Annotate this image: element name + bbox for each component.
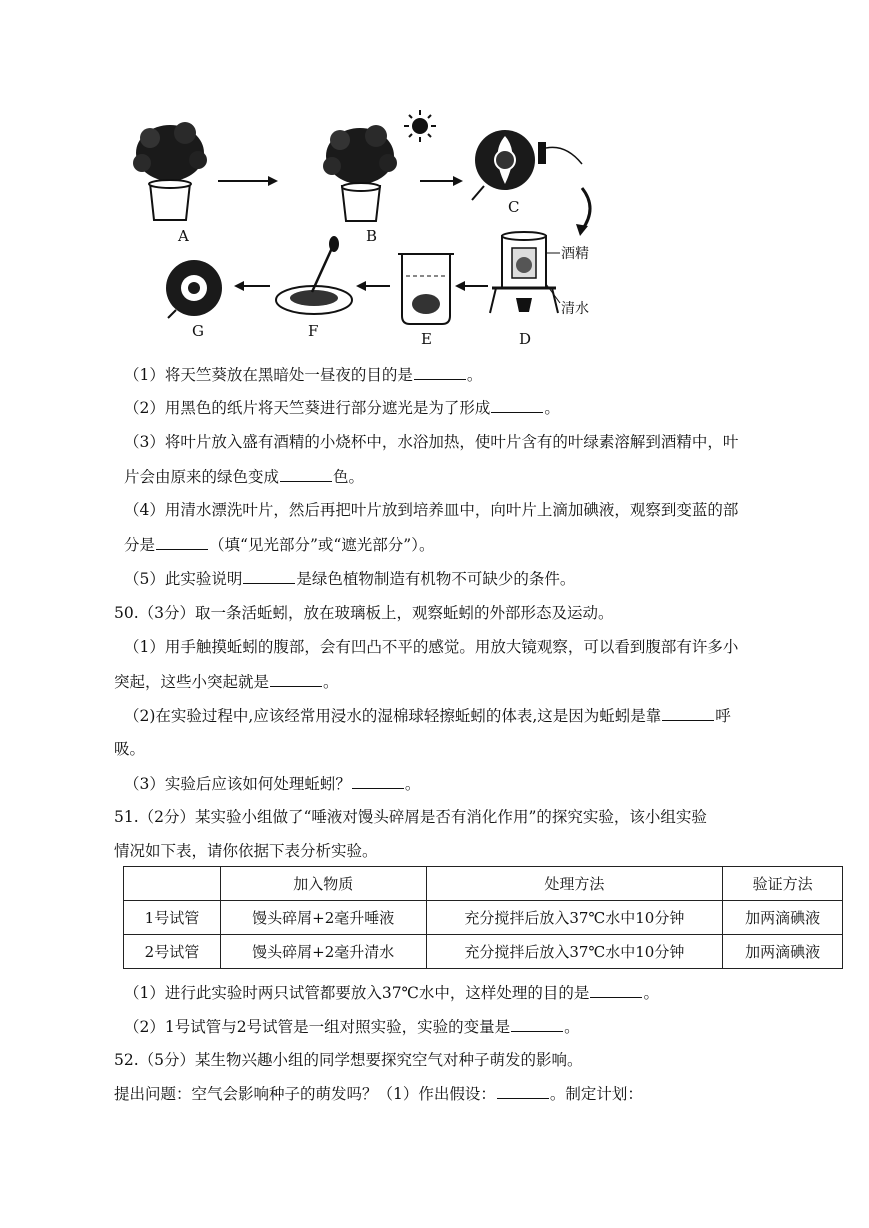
q49-part5-end: 是绿色植物制造有机物不可缺少的条件。 <box>296 570 576 588</box>
label-d: D <box>519 330 532 348</box>
q52-heading: 52.（5分）某生物兴趣小组的同学想要探究空气对种子萌发的影响。 <box>114 1051 583 1069</box>
answer-blank[interactable] <box>662 705 714 721</box>
answer-blank[interactable] <box>352 773 404 789</box>
table-row <box>124 901 843 935</box>
table-row <box>124 935 843 969</box>
table-cell: 加两滴碘液 <box>723 935 843 969</box>
q51-part1-text: （1）进行此实验时两只试管都要放入37℃水中，这样处理的目的是 <box>124 984 590 1002</box>
table-cell: 馒头碎屑+2毫升清水 <box>220 935 426 969</box>
arrow-e-f <box>356 281 390 291</box>
q49-part1-end: 。 <box>466 366 483 384</box>
potted-plant-a <box>133 122 207 220</box>
answer-blank[interactable] <box>156 534 208 550</box>
q49-part2-end: 。 <box>544 399 560 417</box>
q49-part2 <box>124 397 754 418</box>
table-header-row <box>124 867 843 901</box>
table-cell: 1号试管 <box>124 901 221 935</box>
q51-heading-line2: 情况如下表，请你依据下表分析实验。 <box>114 842 378 860</box>
table-cell: 充分搅拌后放入37℃水中10分钟 <box>426 935 723 969</box>
q50-part1-line1: （1）用手触摸蚯蚓的腹部，会有凹凸不平的感觉。用放大镜观察，可以看到腹部有许多小 <box>124 638 739 656</box>
q49-part3-line1: （3）将叶片放入盛有酒精的小烧杯中，水浴加热，使叶片含有的叶绿素溶解到酒精中，叶 <box>124 433 739 451</box>
q51-part2 <box>124 1016 754 1037</box>
q49-part3-end: 色。 <box>333 468 365 486</box>
q50-part1-line2 <box>114 671 744 692</box>
q49-part1 <box>124 364 754 385</box>
q52-part1-end: 。制定计划： <box>549 1085 643 1103</box>
q50-part2-end: 呼 <box>715 707 731 725</box>
table-cell: 充分搅拌后放入37℃水中10分钟 <box>426 901 723 935</box>
q49-part4-line1: （4）用清水漂洗叶片，然后再把叶片放到培养皿中，向叶片上滴加碘液，观察到变蓝的部 <box>124 501 739 519</box>
answer-blank[interactable] <box>280 466 332 482</box>
petri-dish-f <box>276 236 352 314</box>
answer-blank[interactable] <box>497 1083 549 1099</box>
q49-part4-line2 <box>124 534 754 555</box>
arrow-f-g <box>234 281 270 291</box>
q49-part2-text: （2）用黑色的纸片将天竺葵进行部分遮光是为了形成 <box>124 399 491 417</box>
label-c: C <box>508 198 520 216</box>
table-cell: 加两滴碘液 <box>723 901 843 935</box>
q50-heading: 50.（3分）取一条活蚯蚓，放在玻璃板上，观察蚯蚓的外部形态及运动。 <box>114 604 614 622</box>
starch-experiment-diagram <box>120 108 620 353</box>
experiment-table <box>123 866 843 969</box>
q50-part3-text: （3）实验后应该如何处理蚯蚓？ <box>124 775 351 793</box>
label-b: B <box>366 227 378 245</box>
q50-part2-text: （2)在实验过程中,应该经常用浸水的湿棉球轻擦蚯蚓的体表,这是因为蚯蚓是靠 <box>124 707 662 725</box>
q49-part1-text: （1）将天竺葵放在黑暗处一昼夜的目的是 <box>124 366 413 384</box>
answer-blank[interactable] <box>270 671 322 687</box>
q51-part1 <box>124 982 754 1003</box>
label-a: A <box>178 227 189 245</box>
q51-part2-text: （2）1号试管与2号试管是一组对照实验，实验的变量是 <box>124 1018 511 1036</box>
q50-part1-text: 突起，这些小突起就是 <box>114 673 270 691</box>
answer-blank[interactable] <box>590 982 642 998</box>
q52-part1 <box>114 1083 744 1104</box>
q50-part1-end: 。 <box>323 673 339 691</box>
label-alcohol: 酒精 <box>561 246 589 262</box>
label-e: E <box>421 330 432 348</box>
q50-part2-line2: 吸。 <box>114 740 146 758</box>
table-header-cell: 加入物质 <box>220 867 426 901</box>
q49-part3-text: 片会由原来的绿色变成 <box>124 468 280 486</box>
label-f: F <box>308 322 319 340</box>
sun-icon <box>404 110 436 142</box>
q49-part5-text: （5）此实验说明 <box>124 570 243 588</box>
q49-part3-line2 <box>124 466 754 487</box>
table-cell: 2号试管 <box>124 935 221 969</box>
beaker-e <box>398 254 454 324</box>
table-header-cell: 验证方法 <box>723 867 843 901</box>
q51-heading-line1: 51.（2分）某实验小组做了“唾液对馒头碎屑是否有消化作用”的探究实验，该小组实验 <box>114 808 707 826</box>
table-header-cell <box>124 867 221 901</box>
q51-part1-end: 。 <box>643 984 659 1002</box>
table-cell: 馒头碎屑+2毫升唾液 <box>220 901 426 935</box>
stained-leaf-g <box>166 260 222 318</box>
answer-blank[interactable] <box>491 397 543 413</box>
q50-part2-line1 <box>124 705 754 726</box>
label-water: 清水 <box>561 301 589 317</box>
arrow-a-b <box>218 176 278 186</box>
arrow-c-d <box>576 188 590 236</box>
water-bath-d <box>490 232 560 313</box>
q52-part1-text: 提出问题：空气会影响种子的萌发吗？（1）作出假设： <box>114 1085 496 1103</box>
potted-plant-b <box>323 125 397 221</box>
q51-part2-end: 。 <box>564 1018 580 1036</box>
table-header-cell: 处理方法 <box>426 867 723 901</box>
q49-part4-text: 分是 <box>124 536 156 554</box>
arrow-b-c <box>420 176 463 186</box>
answer-blank[interactable] <box>414 364 466 380</box>
answer-blank[interactable] <box>511 1016 563 1032</box>
q49-part4-end: （填“见光部分”或“遮光部分”）。 <box>209 536 435 554</box>
q49-part5 <box>124 568 754 589</box>
arrow-d-e <box>455 281 488 291</box>
label-g: G <box>192 322 204 340</box>
q50-part3 <box>124 773 754 794</box>
leaf-with-paper-c <box>472 130 582 200</box>
q50-part3-end: 。 <box>404 775 421 793</box>
answer-blank[interactable] <box>243 568 295 584</box>
